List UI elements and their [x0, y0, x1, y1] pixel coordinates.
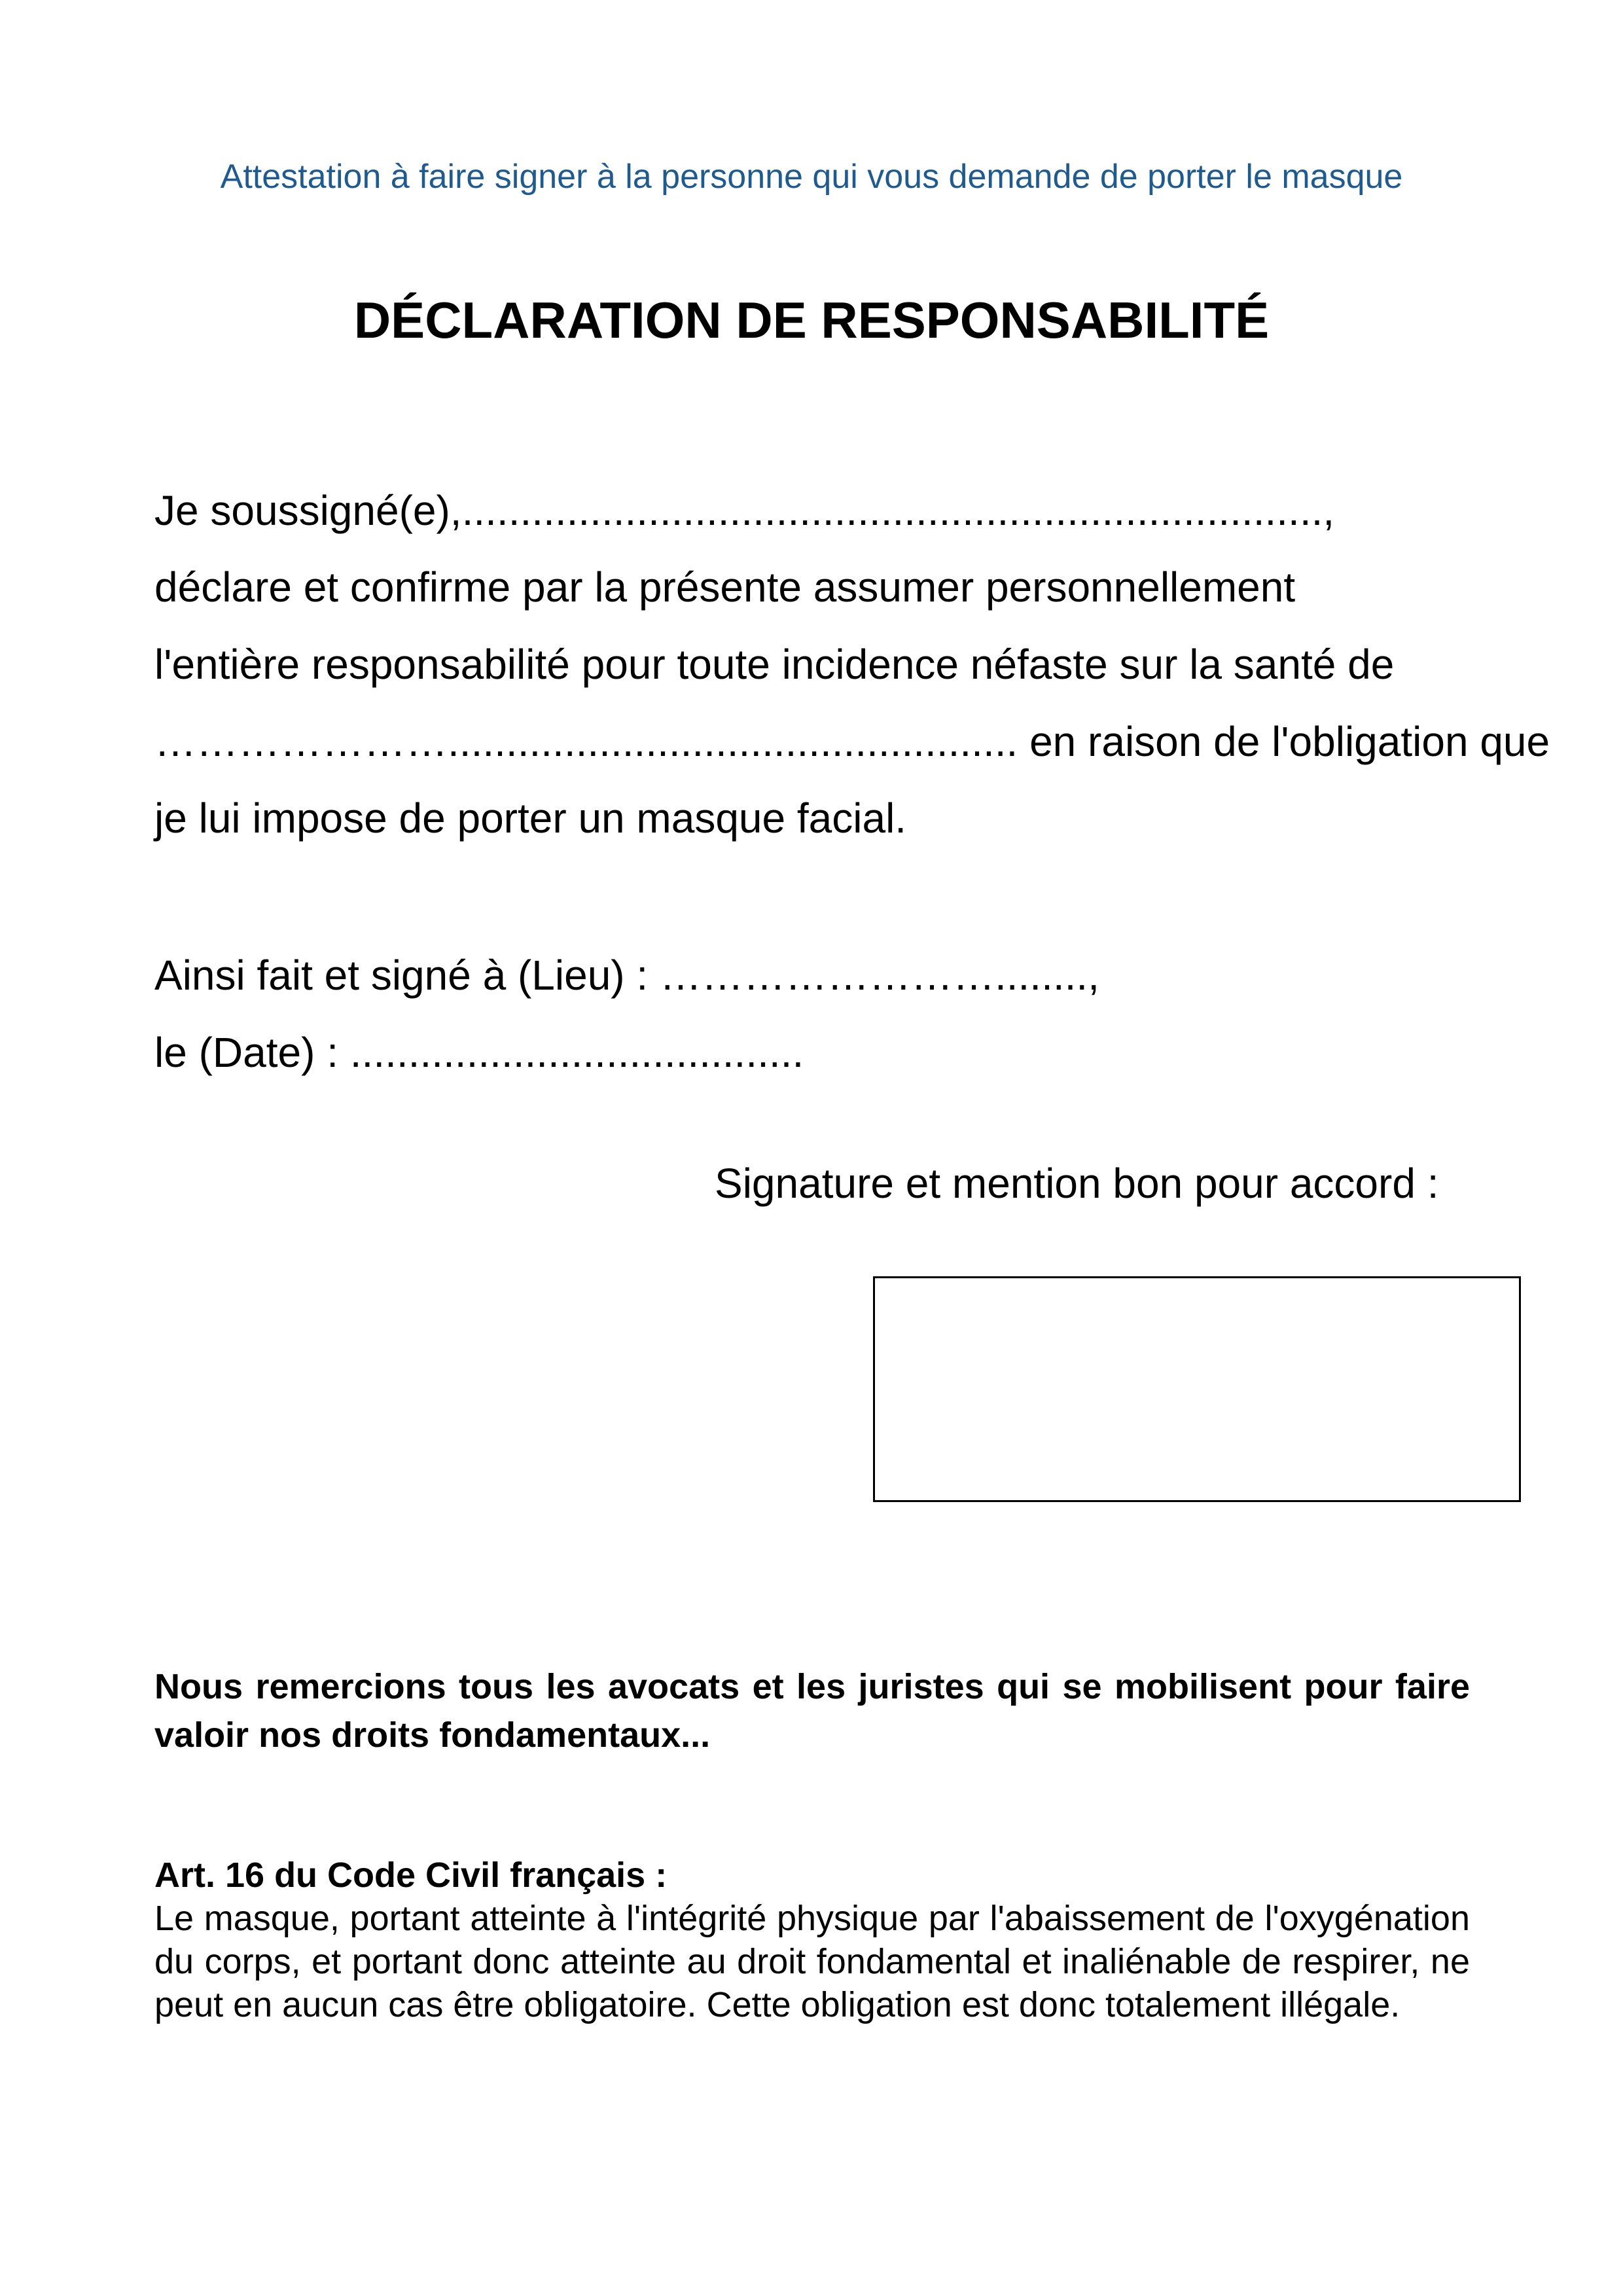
place-line: Ainsi fait et signé à (Lieu) : ……………………........,	[154, 952, 1099, 999]
document-title: DÉCLARATION DE RESPONSABILITÉ	[353, 291, 1270, 349]
declaration-line-name: Je soussigné(e),..........................................................................,	[154, 487, 1335, 534]
signature-label: Signature et mention bon pour accord :	[715, 1160, 1439, 1207]
declaration-line-mask-obligation: je lui impose de porter un masque facial.	[154, 795, 907, 842]
declaration-line-person: …………………................................................. en raison de l'obligation que	[154, 718, 1550, 765]
date-line: le (Date) : .......................................	[154, 1029, 804, 1076]
thanks-note: Nous remercions tous les avocats et les juristes qui se mobilisent pour faire valoir nos droits fondamentaux...	[154, 1667, 1470, 1755]
signature-box[interactable]	[873, 1276, 1521, 1502]
article-text: Le masque, portant atteinte à l'intégrité physique par l'abaissement de l'oxygénation du corps, et portant donc atteinte au droit fondamental et inaliénable de respirer, ne peut en aucun cas être obligatoire. Cette obligation est donc totalement illégale.	[154, 1899, 1470, 2024]
declaration-line-responsibility: l'entière responsabilité pour toute incidence néfaste sur la santé de	[154, 641, 1395, 688]
top-instruction-note: Attestation à faire signer à la personne qui vous demande de porter le masque	[220, 158, 1403, 196]
article-title: Art. 16 du Code Civil français :	[154, 1856, 668, 1895]
declaration-line-confirmation: déclare et confirme par la présente assumer personnellement	[154, 564, 1296, 611]
